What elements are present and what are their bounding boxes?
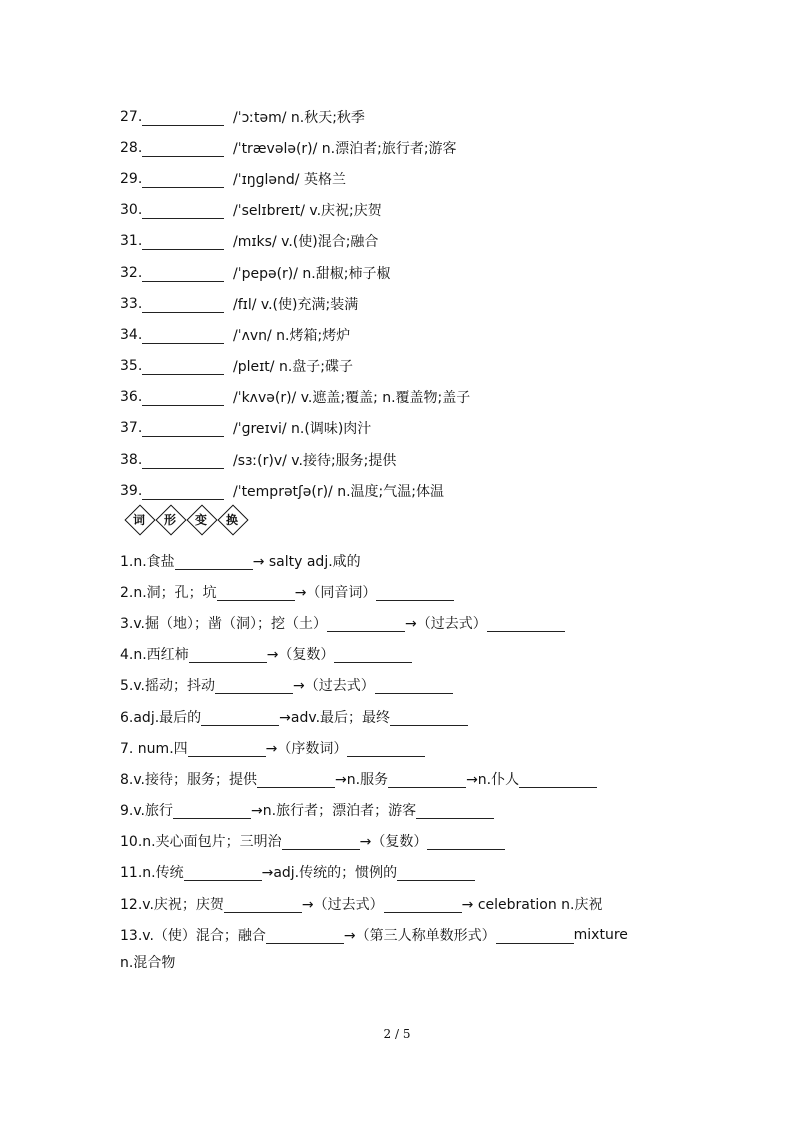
- word-form-text: →adv.最后；最终: [279, 709, 391, 726]
- vocab-item: [120, 163, 720, 194]
- item-number: 39.: [120, 482, 143, 499]
- banner-diamond: [124, 504, 154, 534]
- answer-blank[interactable]: [142, 454, 224, 469]
- vocab-item: [120, 444, 720, 475]
- answer-blank[interactable]: [173, 804, 251, 819]
- item-number: 31.: [120, 233, 143, 250]
- word-form-text: mixture: [573, 926, 628, 943]
- banner-char: 词: [132, 512, 145, 527]
- item-number: 32.: [120, 264, 143, 281]
- word-form-text: →（同音词）: [294, 584, 377, 601]
- phonetic-definition: /ˈtemprətʃə(r)/ n.温度;气温;体温: [233, 483, 444, 500]
- phonetic-definition: /ˈtrævələ(r)/ n.漂泊者;旅行者;游客: [233, 140, 457, 157]
- phonetic-definition: /fɪl/ v.(使)充满;装满: [233, 296, 359, 313]
- word-form-text: →（序数词）: [265, 740, 348, 757]
- answer-blank[interactable]: [189, 648, 267, 663]
- vocab-item: [120, 195, 720, 226]
- banner-diamond: [186, 504, 216, 534]
- vocab-item: [120, 226, 720, 257]
- word-form-text: 9.v.旅行: [120, 803, 174, 820]
- answer-blank[interactable]: [327, 617, 405, 632]
- word-form-text: 13.v.（使）混合；融合: [120, 927, 266, 944]
- answer-blank[interactable]: [334, 648, 412, 663]
- word-form-item: [120, 701, 680, 732]
- item-number: 33.: [120, 295, 143, 312]
- answer-blank[interactable]: [142, 173, 224, 188]
- phonetic-definition: /ˈʌvn/ n.烤箱;烤炉: [233, 327, 351, 344]
- word-form-text: 2.n.洞；孔；坑: [120, 584, 217, 601]
- word-form-text: →（过去式）: [301, 896, 384, 913]
- item-number: 28.: [120, 139, 143, 156]
- answer-blank[interactable]: [142, 267, 224, 282]
- banner-char: 换: [225, 512, 238, 527]
- answer-blank[interactable]: [142, 298, 224, 313]
- vocab-item: [120, 382, 720, 413]
- answer-blank[interactable]: [390, 711, 468, 726]
- answer-blank[interactable]: [427, 835, 505, 850]
- word-form-continuation: n.混合物: [120, 955, 176, 972]
- word-form-item: [120, 795, 680, 826]
- banner-diamond: [155, 504, 185, 534]
- vocab-item: [120, 288, 720, 319]
- answer-blank[interactable]: [519, 773, 597, 788]
- answer-blank[interactable]: [375, 679, 453, 694]
- answer-blank[interactable]: [142, 360, 224, 375]
- word-form-item: [120, 919, 680, 950]
- answer-blank[interactable]: [142, 142, 224, 157]
- word-form-text: 6.adj.最后的: [120, 709, 202, 726]
- word-form-text: 5.v.摇动；抖动: [120, 678, 216, 695]
- word-form-text: 4.n.西红柿: [120, 647, 189, 664]
- answer-blank[interactable]: [188, 742, 266, 757]
- phonetic-definition: /pleɪt/ n.盘子;碟子: [233, 359, 354, 376]
- word-form-text: 11.n.传统: [120, 865, 184, 882]
- word-form-text: →（过去式）: [405, 615, 487, 632]
- answer-blank[interactable]: [142, 391, 224, 406]
- answer-blank[interactable]: [142, 204, 224, 219]
- page-number: 2 / 5: [383, 1027, 411, 1041]
- word-form-text: 10.n.夹心面包片；三明治: [120, 834, 282, 851]
- item-number: 29.: [120, 170, 143, 187]
- item-number: 34.: [120, 326, 143, 343]
- phonetic-definition: /ˈselɪbreɪt/ v.庆祝;庆贺: [233, 203, 382, 220]
- phonetic-definition: /ˈɡreɪvi/ n.(调味)肉汁: [233, 421, 372, 438]
- vocab-item: [120, 132, 720, 163]
- word-form-text: →n.旅行者；漂泊者；游客: [251, 803, 417, 820]
- word-form-item: [120, 763, 680, 794]
- item-number: 27.: [120, 108, 143, 125]
- word-form-item: [120, 888, 680, 919]
- answer-blank[interactable]: [215, 679, 293, 694]
- phonetic-definition: /ˈpepə(r)/ n.甜椒;柿子椒: [233, 265, 391, 282]
- word-form-text: 3.v.掘（地）；凿（洞）；挖（土）: [120, 615, 328, 632]
- word-form-item: [120, 670, 680, 701]
- word-form-item: [120, 639, 680, 670]
- word-form-text: →（复数）: [359, 834, 428, 851]
- answer-blank[interactable]: [416, 804, 494, 819]
- banner-char: 变: [194, 512, 207, 527]
- answer-blank[interactable]: [142, 329, 224, 344]
- word-forms-list: [120, 545, 680, 974]
- word-form-text: 1.n.食盐: [120, 553, 175, 570]
- vocab-item: [120, 351, 720, 382]
- answer-blank[interactable]: [142, 422, 224, 437]
- item-number: 30.: [120, 202, 143, 219]
- vocabulary-list: [120, 101, 720, 506]
- answer-blank[interactable]: [384, 898, 462, 913]
- word-form-item: [120, 826, 680, 857]
- word-form-item: [120, 857, 680, 888]
- section-banner: [124, 504, 247, 534]
- answer-blank[interactable]: [142, 111, 224, 126]
- phonetic-definition: /sɜː(r)v/ v.接待;服务;提供: [233, 452, 397, 469]
- answer-blank[interactable]: [257, 773, 335, 788]
- answer-blank[interactable]: [347, 742, 425, 757]
- answer-blank[interactable]: [224, 898, 302, 913]
- phonetic-definition: /ˈɪŋɡlənd/ 英格兰: [233, 171, 346, 188]
- answer-blank[interactable]: [282, 835, 360, 850]
- word-form-text: →adj.传统的；惯例的: [261, 865, 398, 882]
- phonetic-definition: /mɪks/ v.(使)混合;融合: [233, 234, 379, 251]
- word-form-text: 8.v.接待；服务；提供: [120, 771, 258, 788]
- banner-diamond: [217, 504, 247, 534]
- word-form-item: [120, 732, 680, 763]
- item-number: 38.: [120, 451, 143, 468]
- vocab-item: [120, 475, 720, 506]
- item-number: 35.: [120, 358, 143, 375]
- word-form-text: →n.仆人: [466, 771, 520, 788]
- phonetic-definition: /ˈkʌvə(r)/ v.遮盖;覆盖; n.覆盖物;盖子: [233, 390, 471, 407]
- vocab-item: [120, 319, 720, 350]
- item-number: 37.: [120, 420, 143, 437]
- answer-blank[interactable]: [201, 711, 279, 726]
- word-form-text: →（复数）: [266, 647, 335, 664]
- answer-blank[interactable]: [266, 929, 344, 944]
- vocab-item: [120, 257, 720, 288]
- phonetic-definition: /ˈɔːtəm/ n.秋天;秋季: [233, 109, 365, 126]
- word-form-item: [120, 576, 680, 607]
- answer-blank[interactable]: [388, 773, 466, 788]
- item-number: 36.: [120, 389, 143, 406]
- word-form-text: 7. num.四: [120, 740, 188, 757]
- answer-blank[interactable]: [175, 555, 253, 570]
- word-form-text: →n.服务: [335, 771, 389, 788]
- answer-blank[interactable]: [142, 235, 224, 250]
- word-form-text: 12.v.庆祝；庆贺: [120, 896, 224, 913]
- word-form-text: →（过去式）: [293, 678, 375, 695]
- answer-blank[interactable]: [184, 866, 262, 881]
- vocab-item: [120, 413, 720, 444]
- answer-blank[interactable]: [376, 586, 454, 601]
- word-form-text: → celebration n.庆祝: [461, 896, 603, 913]
- word-form-item: [120, 545, 680, 576]
- answer-blank[interactable]: [496, 929, 574, 944]
- answer-blank[interactable]: [142, 485, 224, 500]
- answer-blank[interactable]: [217, 586, 295, 601]
- answer-blank[interactable]: [397, 866, 475, 881]
- word-form-item: [120, 607, 680, 638]
- banner-char: 形: [163, 512, 176, 527]
- vocab-item: [120, 101, 720, 132]
- answer-blank[interactable]: [487, 617, 565, 632]
- word-form-text: → salty adj.咸的: [252, 553, 361, 570]
- word-form-text: →（第三人称单数形式）: [343, 927, 496, 944]
